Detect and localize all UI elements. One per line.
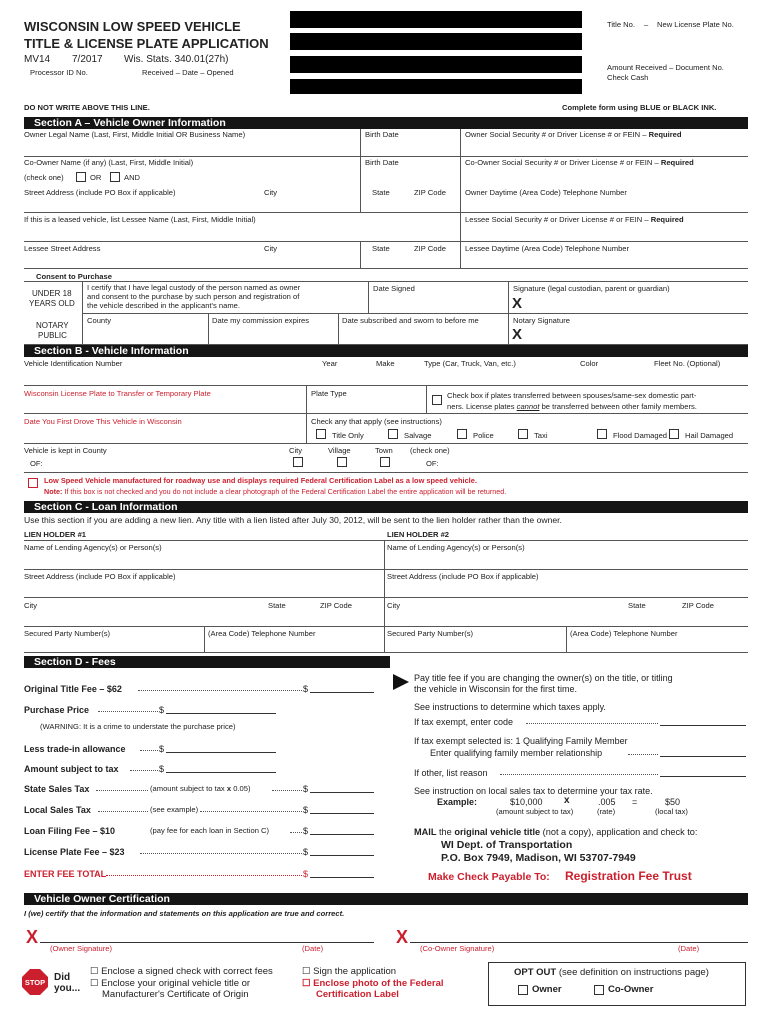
- kept-city-label: City: [289, 446, 303, 455]
- lien1-secured-field[interactable]: Secured Party Number(s): [24, 629, 111, 638]
- example-equals: =: [632, 797, 638, 807]
- lsv-certification-text: Low Speed Vehicle manufactured for roadway use and displays required Federal Certification Label as a low speed vehicle.: [44, 476, 477, 485]
- owner-birth-date-field[interactable]: Birth Date: [365, 130, 399, 139]
- purchase-price-input[interactable]: [166, 713, 276, 714]
- example-label: Example:: [437, 797, 478, 807]
- dollar-2: $: [159, 705, 165, 715]
- zip-field[interactable]: ZIP Code: [414, 188, 446, 197]
- taxi-checkbox[interactable]: [518, 429, 528, 439]
- processor-id-label: Processor ID No.: [30, 68, 88, 77]
- loan-intro: Use this section if you are adding a new lien. Any title with a lien listed after July 30, 2012, will be sent to the lien holder rather than the owner.: [24, 515, 562, 525]
- consent-title: Consent to Purchase: [36, 272, 112, 281]
- original-title-fee-label: Original Title Fee – $62: [24, 684, 122, 694]
- kept-town-label: Town: [375, 446, 393, 455]
- lessee-zip-field[interactable]: ZIP Code: [414, 244, 446, 253]
- new-plate-label: New License Plate No.: [657, 20, 734, 29]
- amount-received-label: Amount Received – Document No.: [607, 63, 724, 72]
- notary-signature-field[interactable]: Notary Signature: [513, 316, 570, 325]
- local-tax-note: (see example): [150, 805, 199, 814]
- vin-field[interactable]: Vehicle Identification Number: [24, 359, 123, 368]
- lien2-state-field[interactable]: State: [628, 601, 646, 610]
- tax-exempt-input[interactable]: [660, 725, 746, 726]
- owner-signature-line[interactable]: [40, 942, 374, 943]
- lien2-secured-field[interactable]: Secured Party Number(s): [387, 629, 474, 638]
- checklist-federal-label: Certification Label: [316, 989, 399, 1000]
- checklist-signed-check: ☐ Enclose a signed check with correct fees: [90, 966, 273, 977]
- date-subscribed-field[interactable]: Date subscribed and sworn to before me: [342, 316, 479, 325]
- example-rate-caption: (rate): [597, 807, 616, 816]
- dollar-9: $: [303, 869, 309, 879]
- opt-out-owner-label: Owner: [532, 984, 562, 995]
- pay-title-text-1: Pay title fee if you are changing the owner(s) on the title, or titling: [414, 673, 673, 683]
- lien-holder-1-label: LIEN HOLDER #1: [24, 530, 87, 539]
- spouse-transfer-checkbox[interactable]: [432, 395, 442, 405]
- police-checkbox[interactable]: [457, 429, 467, 439]
- coowner-signature-line[interactable]: [410, 942, 748, 943]
- title-dash: –: [644, 20, 649, 29]
- hail-checkbox[interactable]: [669, 429, 679, 439]
- lien-holder-2-label: LIEN HOLDER #2: [387, 530, 450, 539]
- state-field[interactable]: State: [372, 188, 390, 197]
- and-label: AND: [124, 173, 141, 182]
- redacted-block-3: [290, 56, 582, 73]
- exempt-family-2: Enter qualifying family member relationship: [430, 748, 603, 758]
- lessee-street-field[interactable]: Lessee Street Address: [24, 244, 101, 253]
- redacted-block-4: [290, 79, 582, 94]
- kept-village-label: Village: [328, 446, 351, 455]
- lien1-state-field[interactable]: State: [268, 601, 286, 610]
- owner-date-label: (Date): [302, 944, 324, 953]
- custodian-signature-x: X: [512, 295, 523, 312]
- example-times: x: [564, 795, 570, 806]
- state-tax-note: (amount subject to tax x 0.05): [150, 784, 251, 793]
- plate-fee-input[interactable]: [310, 855, 374, 856]
- arrow-icon: [393, 674, 409, 690]
- checklist-federal-photo: ☐ Enclose photo of the Federal: [302, 978, 444, 989]
- lsv-certification-checkbox[interactable]: [28, 478, 38, 488]
- custodian-signature-field[interactable]: Signature (legal custodian, parent or guardian): [513, 284, 670, 293]
- state-tax-input[interactable]: [310, 792, 374, 793]
- check-cash-label: Check Cash: [607, 73, 649, 82]
- lien1-zip-field[interactable]: ZIP Code: [320, 601, 352, 610]
- color-field[interactable]: Color: [580, 359, 599, 368]
- loan-fee-label: Loan Filing Fee – $10: [24, 826, 116, 836]
- dollar-3: $: [159, 744, 165, 754]
- owner-signature-label: (Owner Signature): [50, 944, 113, 953]
- kept-city-checkbox[interactable]: [293, 457, 303, 467]
- local-tax-input[interactable]: [310, 813, 374, 814]
- lien2-zip-field[interactable]: ZIP Code: [682, 601, 714, 610]
- owner-ssn-field[interactable]: Owner Social Security # or Driver License # or FEIN – Required: [465, 130, 682, 139]
- lsv-note: Note: If this box is not checked and you do not include a clear photograph of the Federal Certification Label the entire application will be returned.: [44, 487, 507, 496]
- lien2-phone-field[interactable]: (Area Code) Telephone Number: [570, 629, 678, 638]
- stop-sign-icon: [22, 969, 48, 995]
- mailing-address-1: WI Dept. of Transportation: [441, 839, 573, 851]
- lien2-street-field[interactable]: Street Address (include PO Box if applicable): [387, 572, 539, 581]
- see-instructions: See instructions to determine which taxes apply.: [414, 702, 606, 712]
- you-label: you...: [54, 983, 81, 994]
- county-of-label: OF:: [30, 459, 43, 468]
- dollar-4: $: [159, 764, 165, 774]
- tradein-input[interactable]: [166, 752, 276, 753]
- lien1-city-field[interactable]: City: [24, 601, 38, 610]
- fleet-field[interactable]: Fleet No. (Optional): [654, 359, 721, 368]
- family-relationship-input[interactable]: [660, 756, 746, 757]
- consent-text-1: I certify that I have legal custody of the person named as owner: [87, 283, 301, 292]
- title-only-label: Title Only: [332, 431, 364, 440]
- statute: Wis. Stats. 340.01(27h): [124, 54, 229, 65]
- notary-county-field[interactable]: County: [87, 316, 112, 325]
- section-d-header: Section D - Fees: [24, 656, 390, 668]
- consent-date-signed-field[interactable]: Date Signed: [373, 284, 415, 293]
- dollar-7: $: [303, 826, 309, 836]
- under-18-label-2: YEARS OLD: [29, 299, 75, 308]
- spouse-transfer-text-1: Check box if plates transferred between spouses/same-sex domestic part-: [447, 391, 697, 400]
- first-drove-field[interactable]: Date You First Drove This Vehicle in Wisconsin: [24, 417, 182, 426]
- lessee-phone-field[interactable]: Lessee Daytime (Area Code) Telephone Number: [465, 244, 630, 253]
- lessee-name-field[interactable]: If this is a leased vehicle, list Lessee Name (Last, First, Middle Initial): [24, 215, 256, 224]
- kept-check-one-label: (check one): [410, 446, 450, 455]
- tradein-label: Less trade-in allowance: [24, 744, 126, 754]
- lien2-lending-field[interactable]: Name of Lending Agency(s) or Person(s): [387, 543, 525, 552]
- or-checkbox[interactable]: [76, 172, 86, 182]
- flood-checkbox[interactable]: [597, 429, 607, 439]
- example-amount: $10,000: [510, 797, 543, 807]
- opt-out-owner-checkbox[interactable]: [518, 985, 528, 995]
- title-only-checkbox[interactable]: [316, 429, 326, 439]
- section-c-header: Section C - Loan Information: [24, 501, 748, 513]
- city-field[interactable]: City: [264, 188, 278, 197]
- type-field[interactable]: Type (Car, Truck, Van, etc.): [424, 359, 516, 368]
- checklist-mco: Manufacturer's Certificate of Origin: [102, 989, 249, 1000]
- state-tax-label: State Sales Tax: [24, 784, 90, 794]
- kept-in-county-field[interactable]: Vehicle is kept in County: [24, 446, 107, 455]
- amount-subject-input[interactable]: [166, 772, 276, 773]
- lien1-phone-field[interactable]: (Area Code) Telephone Number: [208, 629, 316, 638]
- pay-title-text-2: the vehicle in Wisconsin for the first time.: [414, 684, 578, 694]
- form-number: MV14: [24, 54, 51, 65]
- form-title-line2: TITLE & LICENSE PLATE APPLICATION: [24, 36, 269, 51]
- exempt-family-1: If tax exempt selected is: 1 Qualifying Family Member: [414, 736, 628, 746]
- year-field[interactable]: Year: [322, 359, 338, 368]
- redacted-block-2: [290, 33, 582, 50]
- loan-fee-note: (pay fee for each loan in Section C): [150, 826, 270, 835]
- form-title-line1: WISCONSIN LOW SPEED VEHICLE: [24, 19, 241, 34]
- purchase-price-label: Purchase Price: [24, 705, 90, 715]
- or-label: OR: [90, 173, 102, 182]
- dollar-5: $: [303, 784, 309, 794]
- opt-out-title: OPT OUT (see definition on instructions page): [514, 967, 709, 978]
- notary-signature-x: X: [512, 326, 523, 343]
- other-reason-label: If other, list reason: [414, 768, 488, 778]
- street-address-field[interactable]: Street Address (include PO Box if applicable): [24, 188, 176, 197]
- police-label: Police: [473, 431, 494, 440]
- kept-village-checkbox[interactable]: [337, 457, 347, 467]
- loan-fee-input[interactable]: [310, 834, 374, 835]
- tax-exempt-label: If tax exempt, enter code: [414, 717, 514, 727]
- local-tax-instructions: See instruction on local sales tax to determine your tax rate.: [414, 786, 653, 796]
- owner-signature-x: X: [26, 927, 39, 947]
- opt-out-coowner-checkbox[interactable]: [594, 985, 604, 995]
- svg-text:STOP: STOP: [24, 978, 46, 987]
- form-date: 7/2017: [72, 54, 103, 65]
- flood-label: Flood Damaged: [613, 431, 668, 440]
- hail-label: Hail Damaged: [685, 431, 734, 440]
- received-label: Received – Date – Opened: [142, 68, 234, 77]
- make-field[interactable]: Make: [376, 359, 395, 368]
- owner-name-field[interactable]: Owner Legal Name (Last, First, Middle Initial OR Business Name): [24, 130, 246, 139]
- example-rate: .005: [598, 797, 616, 807]
- consent-text-2: and consent to the purchase by such person and registration of: [87, 292, 300, 301]
- coowner-birth-date-field[interactable]: Birth Date: [365, 158, 399, 167]
- example-result-caption: (local tax): [655, 807, 688, 816]
- plate-fee-label: License Plate Fee – $23: [24, 847, 125, 857]
- certification-statement: I (we) certify that the information and statements on this application are true and correct.: [24, 909, 345, 918]
- example-amount-caption: (amount subject to tax): [496, 807, 574, 816]
- coowner-signature-label: (Co-Owner Signature): [420, 944, 495, 953]
- section-a-header: Section A – Vehicle Owner Information: [24, 117, 748, 129]
- mail-instructions: MAIL the original vehicle title (not a copy), application and check to:: [414, 827, 698, 837]
- spouse-transfer-text-2: ners. License plates cannot be transferred between other family members.: [447, 402, 697, 411]
- redacted-block-1: [290, 11, 582, 28]
- mailing-address-2: P.O. Box 7949, Madison, WI 53707-7949: [441, 852, 636, 864]
- owner-phone-field[interactable]: Owner Daytime (Area Code) Telephone Number: [465, 188, 627, 197]
- lessee-state-field[interactable]: State: [372, 244, 390, 253]
- salvage-label: Salvage: [404, 431, 432, 440]
- example-result: $50: [665, 797, 681, 807]
- ink-notice: Complete form using BLUE or BLACK INK.: [562, 103, 717, 112]
- checklist-sign-application: ☐ Sign the application: [302, 966, 397, 977]
- original-title-fee-input[interactable]: [310, 692, 374, 693]
- taxi-label: Taxi: [534, 431, 548, 440]
- opt-out-coowner-label: Co-Owner: [608, 984, 654, 995]
- notary-label-1: NOTARY: [36, 321, 69, 330]
- payee-name: Registration Fee Trust: [565, 869, 692, 883]
- check-any-label: Check any that apply (see instructions): [311, 417, 442, 426]
- check-one-label: (check one): [24, 173, 64, 182]
- salvage-checkbox[interactable]: [388, 429, 398, 439]
- checklist-original-title: ☐ Enclose your original vehicle title or: [90, 978, 251, 989]
- lien1-street-field[interactable]: Street Address (include PO Box if applicable): [24, 572, 176, 581]
- title-no-label: Title No.: [607, 20, 635, 29]
- amount-subject-label: Amount subject to tax: [24, 764, 119, 774]
- consent-text-3: the vehicle described in the applicant's name.: [87, 301, 240, 310]
- warning-text: (WARNING: It is a crime to understate the purchase price): [40, 722, 236, 731]
- notary-label-2: PUBLIC: [38, 331, 67, 340]
- kept-town-checkbox[interactable]: [380, 457, 390, 467]
- did-label: Did: [54, 972, 71, 983]
- dollar-6: $: [303, 805, 309, 815]
- coowner-name-field[interactable]: Co-Owner Name (if any) (Last, First, Middle Initial): [24, 158, 194, 167]
- coowner-ssn-field[interactable]: Co-Owner Social Security # or Driver License # or FEIN – Required: [465, 158, 694, 167]
- lessee-city-field[interactable]: City: [264, 244, 278, 253]
- local-tax-label: Local Sales Tax: [24, 805, 91, 815]
- other-reason-input[interactable]: [660, 776, 746, 777]
- lien2-city-field[interactable]: City: [387, 601, 401, 610]
- plate-type-field[interactable]: Plate Type: [311, 389, 347, 398]
- under-18-label-1: UNDER 18: [32, 289, 72, 298]
- dollar-1: $: [303, 684, 309, 694]
- lessee-ssn-field[interactable]: Lessee Social Security # or Driver License # or FEIN – Required: [465, 215, 684, 224]
- fee-total-label: ENTER FEE TOTAL: [24, 869, 107, 879]
- section-b-header: Section B - Vehicle Information: [24, 345, 748, 357]
- do-not-write-notice: DO NOT WRITE ABOVE THIS LINE.: [24, 103, 150, 112]
- payable-to-label: Make Check Payable To:: [428, 871, 550, 883]
- coowner-date-label: (Date): [678, 944, 700, 953]
- certification-header: Vehicle Owner Certification: [24, 893, 748, 905]
- coowner-signature-x: X: [396, 927, 409, 947]
- municipality-of-label: OF:: [426, 459, 439, 468]
- fee-total-input[interactable]: [310, 877, 374, 878]
- commission-expires-field[interactable]: Date my commission expires: [212, 316, 310, 325]
- lien1-lending-field[interactable]: Name of Lending Agency(s) or Person(s): [24, 543, 162, 552]
- plate-transfer-field[interactable]: Wisconsin License Plate to Transfer or Temporary Plate: [24, 389, 211, 398]
- dollar-8: $: [303, 847, 309, 857]
- and-checkbox[interactable]: [110, 172, 120, 182]
